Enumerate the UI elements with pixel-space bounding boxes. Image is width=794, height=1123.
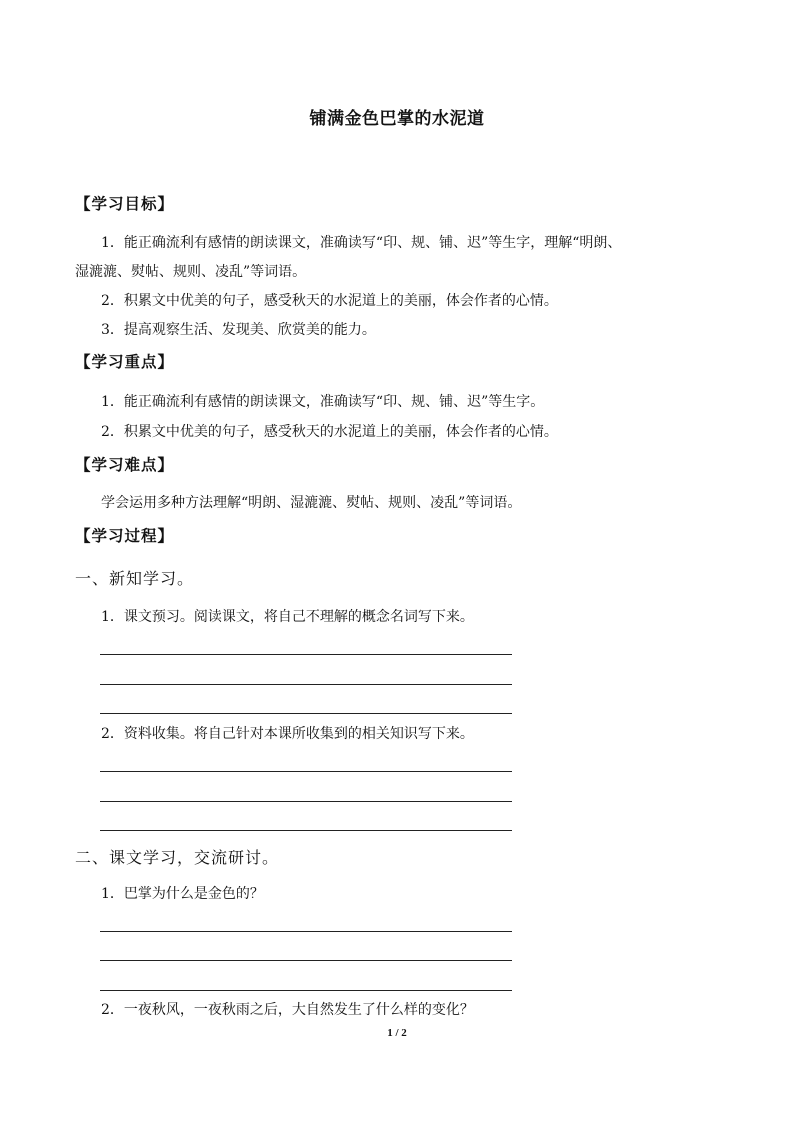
answer-line[interactable]	[100, 990, 512, 991]
page-title: 铺满金色巴掌的水泥道	[309, 109, 485, 129]
answer-line[interactable]	[100, 960, 512, 961]
process-heading: 【学习过程】	[75, 527, 175, 545]
section-2-title: 二、课文学习，交流研讨。	[75, 848, 280, 867]
section-2-question-1: 1．巴掌为什么是金色的？	[101, 886, 264, 902]
answer-line[interactable]	[100, 771, 512, 772]
answer-line[interactable]	[100, 931, 512, 932]
objectives-heading: 【学习目标】	[75, 195, 175, 213]
key-point-item-1: 1．能正确流利有感情的朗读课文，准确读写“印、规、铺、迟”等生字。	[101, 394, 545, 410]
answer-line[interactable]	[100, 801, 512, 802]
answer-line[interactable]	[100, 713, 512, 714]
objective-item-1-line-2: 湿漉漉、熨帖、规则、凌乱”等词语。	[75, 264, 307, 280]
difficulties-text: 学会运用多种方法理解“明朗、湿漉漉、熨帖、规则、凌乱”等词语。	[101, 495, 522, 511]
answer-line[interactable]	[100, 654, 512, 655]
objective-item-1-line-1: 1．能正确流利有感情的朗读课文，准确读写“印、规、铺、迟”等生字，理解“明朗、	[101, 235, 622, 251]
section-2-question-2: 2．一夜秋风，一夜秋雨之后，大自然发生了什么样的变化？	[101, 1002, 474, 1018]
key-point-item-2: 2．积累文中优美的句子，感受秋天的水泥道上的美丽，体会作者的心情。	[101, 424, 558, 440]
difficulties-heading: 【学习难点】	[75, 456, 175, 474]
section-1-question-2: 2．资料收集。将自己针对本课所收集到的相关知识写下来。	[101, 726, 474, 742]
objective-item-2: 2．积累文中优美的句子，感受秋天的水泥道上的美丽，体会作者的心情。	[101, 293, 558, 309]
page-number: 1 / 2	[387, 1027, 407, 1039]
section-1-question-1: 1．课文预习。阅读课文，将自己不理解的概念名词写下来。	[101, 609, 474, 625]
section-1-title: 一、新知学习。	[75, 569, 195, 588]
answer-line[interactable]	[100, 684, 512, 685]
key-points-heading: 【学习重点】	[75, 353, 175, 371]
objective-item-3: 3．提高观察生活、发现美、欣赏美的能力。	[101, 322, 376, 338]
answer-line[interactable]	[100, 830, 512, 831]
